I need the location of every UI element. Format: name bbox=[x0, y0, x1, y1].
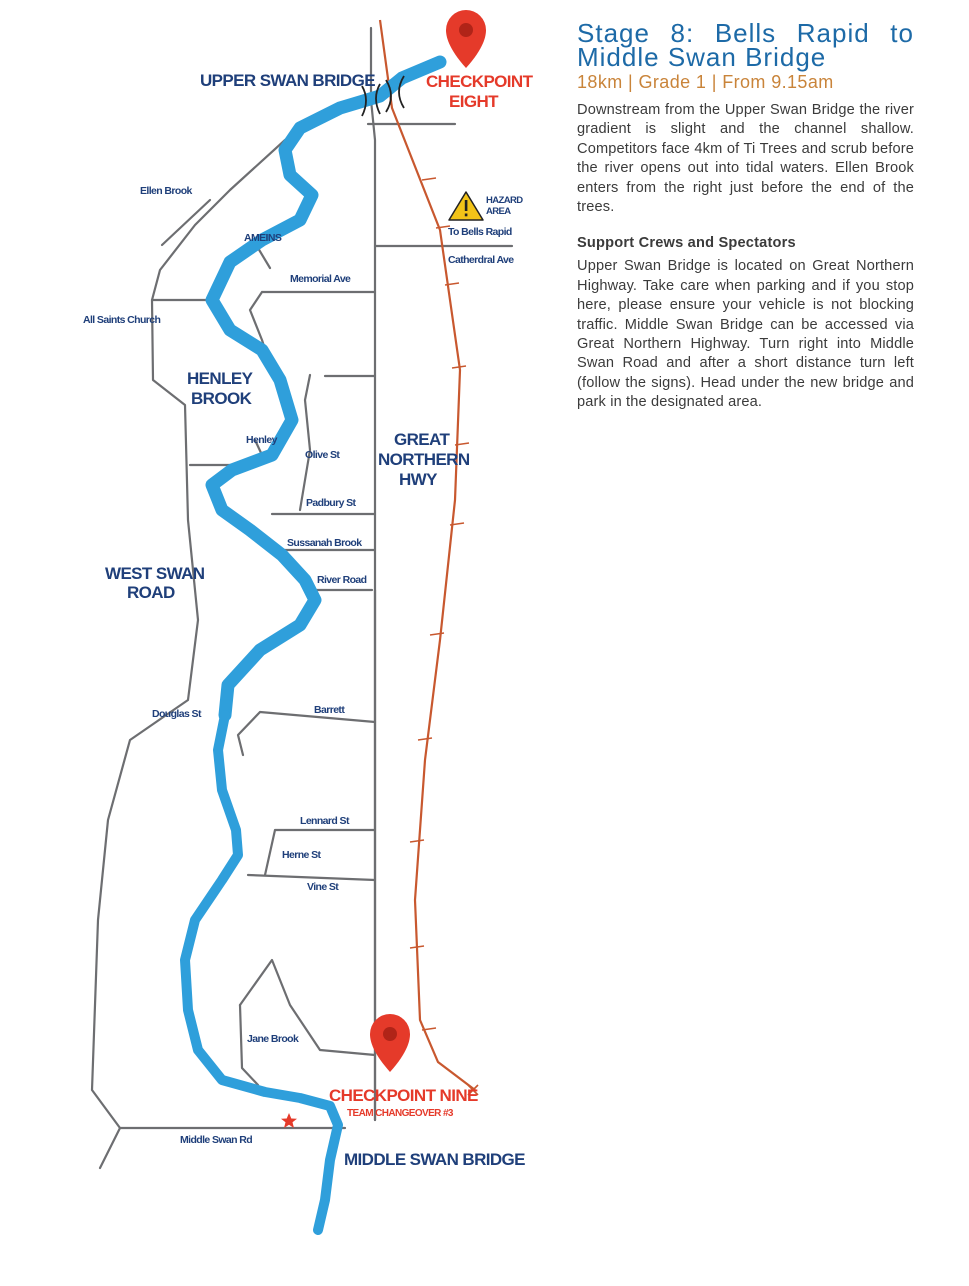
padbury-st-label: Padbury St bbox=[306, 497, 356, 509]
great-northern-label-2: NORTHERN bbox=[378, 450, 470, 469]
great-northern-label-1: GREAT bbox=[394, 430, 450, 449]
upper-swan-bridge-label: UPPER SWAN BRIDGE bbox=[200, 71, 375, 90]
great-northern-label-3: HWY bbox=[399, 470, 437, 489]
memorial-ave-label: Memorial Ave bbox=[290, 273, 351, 285]
stage-title-line-2: Middle Swan Bridge bbox=[577, 42, 827, 72]
ellen-brook-label: Ellen Brook bbox=[140, 185, 192, 197]
stage-subtitle: 18km | Grade 1 | From 9.15am bbox=[577, 72, 834, 92]
checkpoint-eight-label-1: CHECKPOINT bbox=[426, 72, 533, 91]
start-star-icon bbox=[281, 1113, 297, 1128]
checkpoint-eight-label-2: EIGHT bbox=[449, 92, 498, 111]
douglas-st-label: Douglas St bbox=[152, 708, 201, 720]
herne-st-label: Herne St bbox=[282, 849, 321, 861]
support-text: Upper Swan Bridge is located on Great Northern Highway. Take care when parking and if you stop here, please ensure your vehicle is not blocking traffic. Middle Swan Bridge can be accessed via Great Northern Highway. Turn right into Middle Swan Road and after a short distance turn left (follow the signs). Head under the new bridge and park in the designated area. bbox=[577, 258, 914, 411]
stage-description: Downstream from the Upper Swan Bridge the river gradient is slight and the channel shallow. Competitors face 4km of Ti Trees and scrub before the river opens out into tidal waters. Ellen Brook enters from the right just before the end of the trees. bbox=[577, 102, 914, 216]
hazard-label-1: HAZARD bbox=[486, 195, 523, 206]
west-swan-road-label-1: WEST SWAN bbox=[105, 564, 205, 583]
stage-title-line-1: Stage 8: Bells Rapid to bbox=[577, 18, 914, 48]
team-changeover-label: TEAM CHANGEOVER #3 bbox=[347, 1108, 453, 1119]
barrett-label: Barrett bbox=[314, 704, 345, 716]
lennard-st-label: Lennard St bbox=[300, 815, 349, 827]
hazard-label-2: AREA bbox=[486, 206, 511, 217]
west-swan-road-label-2: ROAD bbox=[127, 583, 175, 602]
checkpoint-eight-pin-icon bbox=[446, 10, 486, 68]
rail-line bbox=[380, 20, 478, 1095]
vine-st-label: Vine St bbox=[307, 881, 339, 893]
all-saints-church-label: All Saints Church bbox=[83, 314, 161, 326]
support-heading: Support Crews and Spectators bbox=[577, 235, 796, 252]
to-bells-rapid-label: To Bells Rapid bbox=[448, 226, 512, 238]
henley-label: Henley bbox=[246, 434, 277, 446]
henley-brook-label-1: HENLEY bbox=[187, 369, 253, 388]
middle-swan-bridge-label: MIDDLE SWAN BRIDGE bbox=[344, 1150, 525, 1169]
ameins-label: AMEINS bbox=[244, 232, 282, 244]
hazard-warning-icon bbox=[449, 192, 483, 220]
olive-st-label: Olive St bbox=[305, 449, 340, 461]
henley-brook-label-2: BROOK bbox=[191, 389, 252, 408]
sussanah-brook-label: Sussanah Brook bbox=[287, 537, 362, 549]
checkpoint-nine-label: CHECKPOINT NINE bbox=[329, 1086, 478, 1105]
catherdral-ave-label: Catherdral Ave bbox=[448, 254, 514, 266]
jane-brook-label: Jane Brook bbox=[247, 1033, 299, 1045]
river-road-label: River Road bbox=[317, 574, 367, 586]
middle-swan-rd-label: Middle Swan Rd bbox=[180, 1134, 253, 1146]
stage-info-panel bbox=[577, 18, 914, 413]
